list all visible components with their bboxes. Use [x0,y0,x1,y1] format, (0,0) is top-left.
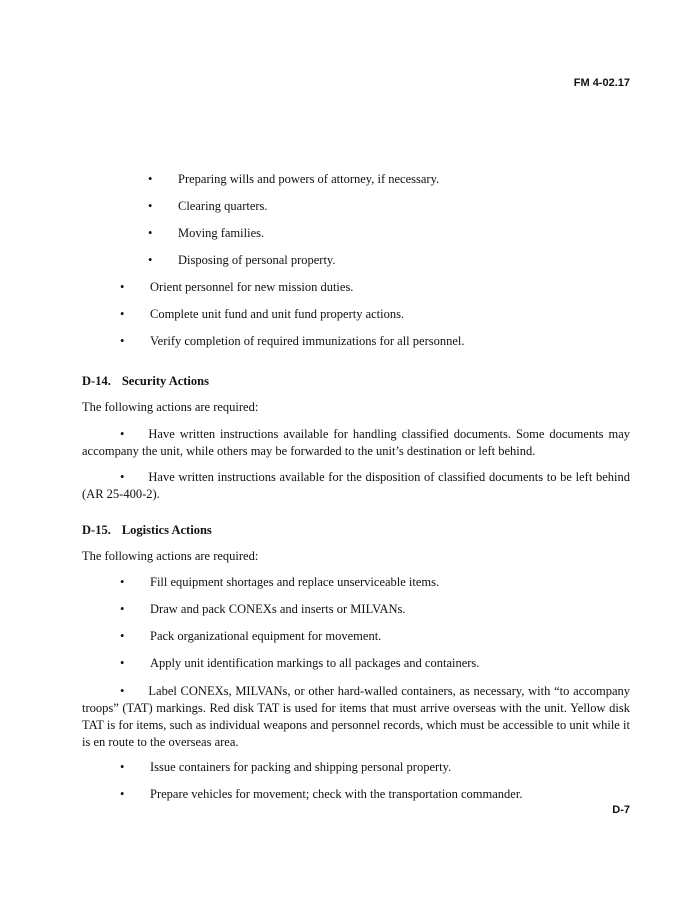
page-header [82,0,630,90]
list-item [82,172,630,186]
bullet-icon: • [120,575,125,589]
doc-number: FM 4-02.17 [573,77,630,89]
logistics-bullet-list [82,575,630,670]
bullet-icon: • [120,787,125,801]
paragraph-text: Have written instructions available for handling classified documents. Some documents may accompany the unit, while others may be forwarded to the unit’s destination or left behind. [82,427,630,458]
list-item-text: Draw and pack CONEXs and inserts or MILVANs. [150,602,406,616]
bullet-paragraph [82,426,630,460]
list-item-text: Disposing of personal property. [178,253,336,267]
list-item [82,253,630,267]
list-item-text: Fill equipment shortages and replace unserviceable items. [150,575,440,589]
list-item-text: Moving families. [178,226,265,240]
bullet-icon: • [120,602,125,616]
bullet-icon: • [120,280,125,294]
bullet-icon: • [120,427,125,441]
list-item-text: Orient personnel for new mission duties. [150,280,354,294]
bullet-paragraph [82,683,630,751]
list-item-text: Apply unit identification markings to all packages and containers. [150,656,480,670]
list-item-text: Prepare vehicles for movement; check with the transportation commander. [150,787,523,801]
list-item [82,280,630,294]
list-item [82,629,630,643]
list-item [82,656,630,670]
list-item-text: Complete unit fund and unit fund property actions. [150,307,405,321]
list-item [82,199,630,213]
closing-bullet-list [82,760,630,801]
list-item [82,787,630,801]
bullet-icon: • [120,470,125,484]
list-item [82,226,630,240]
list-item-text: Preparing wills and powers of attorney, if necessary. [178,172,440,186]
bullet-icon: • [120,656,125,670]
page-number: D-7 [612,804,630,816]
sub-bullet-list [82,172,630,267]
bullet-icon: • [148,199,153,213]
bullet-icon: • [120,760,125,774]
section-title: Logistics Actions [121,523,212,537]
bullet-icon: • [148,172,153,186]
list-item-text: Pack organizational equipment for movement. [150,629,382,643]
bullet-icon: • [120,684,125,698]
bullet-icon: • [148,253,153,267]
bullet-icon: • [120,307,125,321]
list-item [82,334,630,348]
list-item [82,760,630,774]
section-number: D-15. [82,523,111,537]
list-item [82,575,630,589]
paragraph-text: Label CONEXs, MILVANs, or other hard-walled containers, as necessary, with “to accompany troops” (TAT) markings. Red disk TAT is used for items that must arrive overseas with the unit. Yellow disk TAT is for items, such as individual weapons and personnel records, which must be accessible to unit while it is en route to the overseas area. [82,684,630,749]
section-intro: The following actions are required: [82,400,259,414]
section-heading-d15 [82,523,630,537]
page-footer [612,803,630,817]
list-item [82,307,630,321]
section-number: D-14. [82,374,111,388]
list-item-text: Clearing quarters. [178,199,268,213]
paragraph-text: Have written instructions available for the disposition of classified documents to be left behind (AR 25-400-2). [82,470,630,501]
section-title: Security Actions [121,374,209,388]
list-item-text: Verify completion of required immunizations for all personnel. [150,334,465,348]
main-bullet-list [82,280,630,348]
bullet-icon: • [120,629,125,643]
bullet-icon: • [148,226,153,240]
bullet-icon: • [120,334,125,348]
list-item-text: Issue containers for packing and shipping personal property. [150,760,452,774]
bullet-paragraph [82,469,630,503]
section-intro: The following actions are required: [82,549,259,563]
section-heading-d14 [82,374,630,388]
list-item [82,602,630,616]
